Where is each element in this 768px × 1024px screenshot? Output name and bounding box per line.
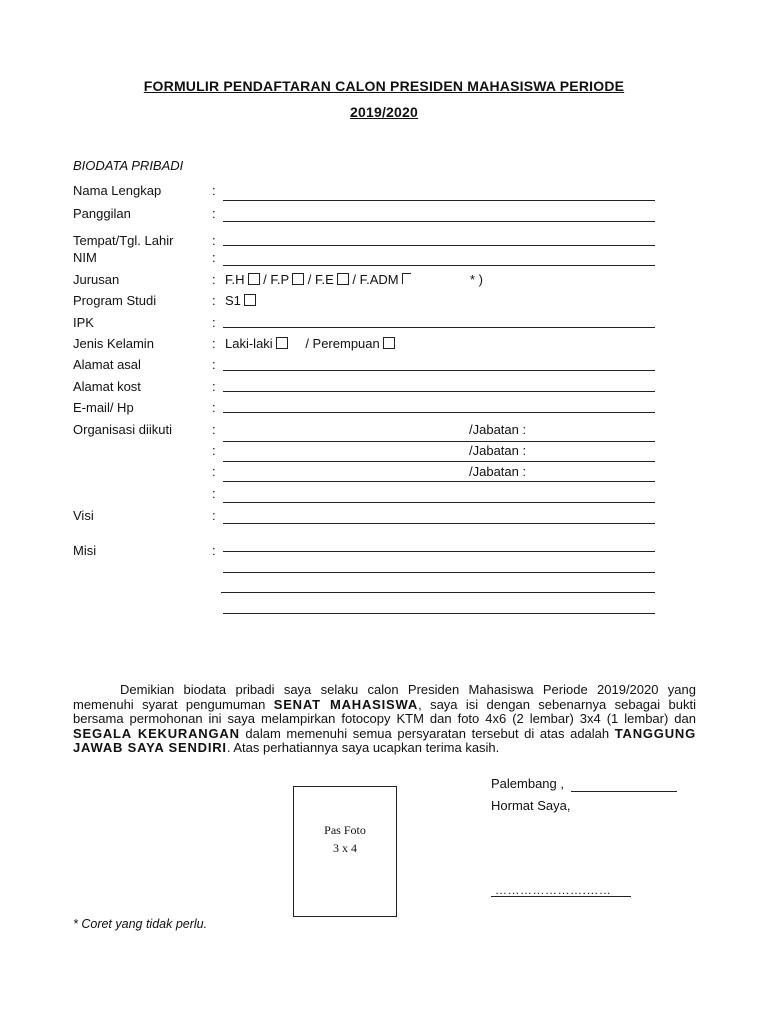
signature-line[interactable]	[491, 896, 631, 897]
jurusan-fe-label: / F.E	[307, 272, 334, 287]
colon: :	[212, 508, 216, 523]
jurusan-fadm-checkbox[interactable]	[402, 273, 411, 284]
jurusan-fh-checkbox[interactable]	[248, 273, 260, 285]
visi-line[interactable]	[223, 523, 655, 524]
colon: :	[212, 543, 216, 558]
label-panggilan: Panggilan	[73, 206, 131, 221]
alamat-asal-line[interactable]	[223, 370, 655, 371]
statement-bold-kekurangan: SEGALA KEKURANGAN	[73, 725, 240, 741]
statement-text-2: , saya isi dengan sebenarnya sebagai bukti bersama permohonan ini saya melampirkan fotocopy KTM dan foto 4x6 (2 lembar) 3x4 (1 lembar) dan	[73, 696, 696, 726]
colon: :	[212, 486, 216, 501]
statement-text-4: . Atas perhatiannya saya ucapkan terima kasih.	[226, 740, 500, 755]
colon: :	[212, 443, 216, 458]
jabatan-label: /Jabatan :	[469, 422, 527, 437]
alamat-kost-line[interactable]	[223, 391, 655, 392]
prodi-option	[225, 293, 256, 308]
colon: :	[212, 206, 216, 221]
label-alamat-kost: Alamat kost	[73, 379, 141, 394]
colon: :	[212, 422, 216, 437]
gender-female-checkbox[interactable]	[383, 337, 395, 349]
colon: :	[212, 250, 216, 265]
organisasi-line-2[interactable]	[223, 461, 655, 462]
gender-options	[225, 336, 395, 351]
tempat-lahir-line[interactable]	[223, 245, 655, 246]
ipk-line[interactable]	[223, 327, 655, 328]
signature-dots: ………………….……	[495, 883, 612, 897]
nim-line[interactable]	[223, 265, 655, 266]
place-label: Palembang ,	[491, 776, 564, 791]
label-email: E-mail/ Hp	[73, 400, 134, 415]
jurusan-note: * )	[470, 272, 483, 287]
organisasi-line-4[interactable]	[223, 502, 655, 503]
jurusan-fh-label: F.H	[225, 272, 245, 287]
colon: :	[212, 315, 216, 330]
label-organisasi: Organisasi diikuti	[73, 422, 172, 437]
label-program-studi: Program Studi	[73, 293, 157, 308]
form-title-line1: FORMULIR PENDAFTARAN CALON PRESIDEN MAHASISWA PERIODE	[143, 78, 625, 94]
section-heading: BIODATA PRIBADI	[73, 158, 184, 173]
label-misi: Misi	[73, 543, 97, 558]
colon: :	[212, 272, 216, 287]
closing-text: Hormat Saya,	[491, 798, 571, 813]
colon: :	[212, 357, 216, 372]
colon: :	[212, 293, 216, 308]
prodi-s1-checkbox[interactable]	[244, 294, 256, 306]
label-jurusan: Jurusan	[73, 272, 120, 287]
statement-text-1: Demikian biodata pribadi saya selaku calon Presiden Mahasiswa Periode 2019/2020 yang memenuhi syarat pengumuman	[73, 682, 696, 712]
photo-label-line2: 3 x 4	[333, 841, 357, 855]
statement-bold-senat: SENAT MAHASISWA	[273, 696, 419, 712]
jabatan-label: /Jabatan :	[469, 464, 527, 479]
organisasi-line-3[interactable]	[223, 481, 655, 482]
colon: :	[212, 400, 216, 415]
gender-female-label: / Perempuan	[305, 336, 380, 351]
date-line[interactable]	[571, 791, 677, 792]
colon: :	[212, 183, 216, 198]
label-ipk: IPK	[73, 315, 94, 330]
footnote: * Coret yang tidak perlu.	[73, 917, 208, 931]
nama-line[interactable]	[223, 200, 655, 201]
label-visi: Visi	[73, 508, 94, 523]
organisasi-line-1[interactable]	[223, 441, 655, 442]
label-nim: NIM	[73, 250, 97, 265]
jabatan-label: /Jabatan :	[469, 443, 527, 458]
colon: :	[212, 233, 216, 248]
photo-label-line1: Pas Foto	[324, 823, 366, 837]
misi-line-1[interactable]	[223, 551, 655, 552]
colon: :	[212, 336, 216, 351]
gender-male-label: Laki-laki	[225, 336, 273, 351]
misi-line-3[interactable]	[221, 592, 655, 593]
label-alamat-asal: Alamat asal	[73, 357, 141, 372]
statement-paragraph	[73, 683, 696, 756]
jurusan-fp-checkbox[interactable]	[292, 273, 304, 285]
jurusan-fadm-label: / F.ADM	[352, 272, 399, 287]
form-title-line2: 2019/2020	[350, 104, 418, 120]
panggilan-line[interactable]	[223, 221, 655, 222]
misi-line-4[interactable]	[223, 613, 655, 614]
jurusan-fe-checkbox[interactable]	[337, 273, 349, 285]
email-line[interactable]	[223, 412, 655, 413]
label-tempat-lahir: Tempat/Tgl. Lahir	[73, 233, 174, 248]
jurusan-fp-label: / F.P	[263, 272, 290, 287]
jurusan-options	[225, 272, 411, 287]
prodi-s1-label: S1	[225, 293, 241, 308]
misi-line-2[interactable]	[223, 572, 655, 573]
label-nama-lengkap: Nama Lengkap	[73, 183, 162, 198]
statement-text-3: dalam memenuhi semua persyaratan tersebut di atas adalah	[239, 725, 615, 741]
gender-male-checkbox[interactable]	[276, 337, 288, 349]
label-jenis-kelamin: Jenis Kelamin	[73, 336, 154, 351]
statement-bold-tanggung-jawab: TANGGUNG JAWAB SAYA SENDIRI	[73, 725, 696, 755]
photo-box	[293, 786, 397, 917]
colon: :	[212, 379, 216, 394]
colon: :	[212, 464, 216, 479]
